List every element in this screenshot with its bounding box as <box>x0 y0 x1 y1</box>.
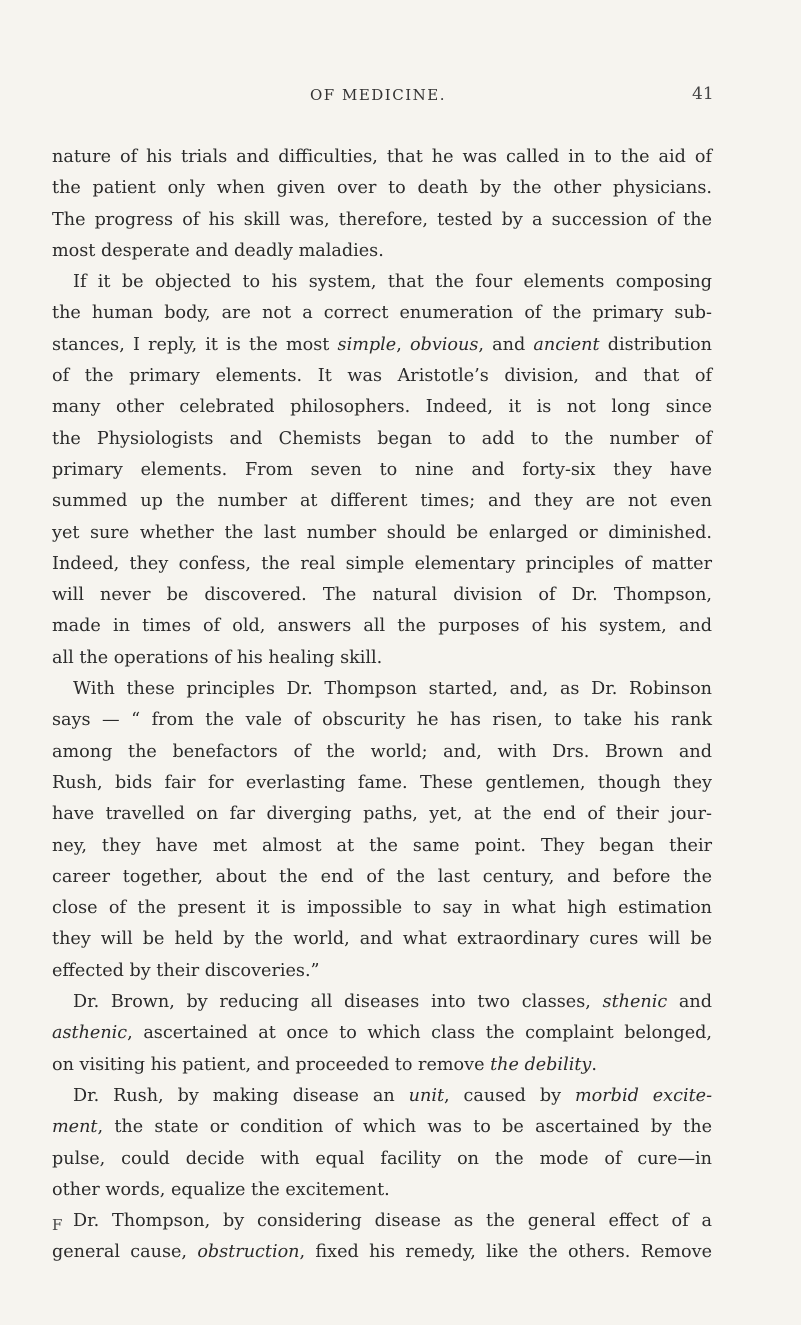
text-segment: Rush, bids fair for everlasting fame. These gentlemen, though they <box>52 772 712 793</box>
text-segment: Dr. Thompson, by considering disease as the general effect of a <box>73 1211 712 1232</box>
text-line <box>52 518 712 549</box>
text-line <box>52 674 712 705</box>
text-segment: , <box>396 334 410 355</box>
text-line <box>52 424 712 455</box>
text-segment: summed up the number at different times; and they are not even <box>52 491 712 512</box>
text-line <box>52 236 712 267</box>
text-segment: , ascertained at once to which class the complaint belonged, <box>127 1023 712 1044</box>
text-segment: , fixed his remedy, like the others. Remove <box>299 1242 712 1263</box>
text-segment: all the operations of his healing skill. <box>52 647 383 668</box>
text-segment: other words, equalize the excitement. <box>52 1179 390 1200</box>
text-segment: most desperate and deadly maladies. <box>52 240 384 261</box>
italic-text: asthenic <box>52 1023 128 1044</box>
text-segment: the Physiologists and Chemists began to add to the number of <box>52 428 712 449</box>
text-line <box>52 205 712 236</box>
text-line <box>52 893 712 924</box>
signature-mark: F <box>52 1216 63 1234</box>
text-line <box>52 455 712 486</box>
italic-text: simple <box>337 334 397 355</box>
text-line <box>52 862 712 893</box>
text-segment: will never be discovered. The natural division of Dr. Thompson, <box>52 585 712 606</box>
text-segment: ney, they have met almost at the same point. They began their <box>52 835 712 856</box>
text-segment: Dr. Brown, by reducing all diseases into two classes, <box>73 992 603 1013</box>
text-segment: among the benefactors of the world; and, with Drs. Brown and <box>52 741 712 762</box>
text-segment: nature of his trials and difficulties, that he was called in to the aid of <box>52 147 712 167</box>
running-head <box>0 86 801 110</box>
italic-text: obstruction <box>197 1242 300 1263</box>
text-segment: many other celebrated philosophers. Indeed, it is not long since <box>52 397 712 418</box>
text-segment: , caused by <box>444 1085 575 1106</box>
text-segment: effected by their discoveries.” <box>52 960 320 981</box>
text-segment: primary elements. From seven to nine and forty-six they have <box>52 459 712 480</box>
text-line <box>52 768 712 799</box>
text-segment: yet sure whether the last number should be enlarged or diminished. <box>52 522 712 543</box>
text-line <box>52 1175 712 1206</box>
text-segment: stances, I reply, it is the most <box>52 334 338 355</box>
text-line <box>52 831 712 862</box>
text-line <box>52 330 712 361</box>
text-line <box>52 267 712 298</box>
page-number: 41 <box>692 84 714 104</box>
text-line <box>52 737 712 768</box>
text-segment: of the primary elements. It was Aristotle’s division, and that of <box>52 366 712 387</box>
text-line <box>52 1018 712 1049</box>
italic-text: ancient <box>533 334 600 355</box>
text-line <box>52 549 712 580</box>
text-segment: made in times of old, answers all the purposes of his system, and <box>52 616 712 637</box>
text-line <box>52 142 712 173</box>
text-line <box>52 486 712 517</box>
text-segment: , the state or condition of which was to be ascertained by the <box>97 1117 712 1138</box>
italic-text: morbid excite- <box>575 1085 713 1106</box>
text-segment: on visiting his patient, and proceeded to remove <box>52 1054 491 1075</box>
text-segment: . <box>591 1054 597 1075</box>
text-line <box>52 924 712 955</box>
text-segment: distribution <box>599 334 712 355</box>
text-line <box>52 1206 712 1237</box>
text-line <box>52 1144 712 1175</box>
text-line <box>52 1050 712 1081</box>
text-segment: they will be held by the world, and what extraordinary cures will be <box>52 929 712 950</box>
text-segment: Dr. Rush, by making disease an <box>73 1085 409 1106</box>
text-line <box>52 173 712 204</box>
text-segment: career together, about the end of the last century, and before the <box>52 866 712 887</box>
text-line <box>52 392 712 423</box>
text-segment: If it be objected to his system, that the four elements composing <box>73 272 712 293</box>
text-line <box>52 987 712 1018</box>
text-segment: Indeed, they confess, the real simple elementary principles of matter <box>52 553 712 574</box>
text-segment: general cause, <box>52 1242 198 1263</box>
text-line <box>52 799 712 830</box>
italic-text: sthenic <box>602 992 668 1013</box>
text-line <box>52 1081 712 1112</box>
text-segment: With these principles Dr. Thompson started, and, as Dr. Robinson <box>73 679 712 700</box>
text-line <box>52 1237 712 1268</box>
text-segment: The progress of his skill was, therefore, tested by a succession of the <box>52 209 712 230</box>
text-segment: and <box>667 992 712 1013</box>
text-line <box>52 580 712 611</box>
italic-text: unit <box>408 1085 445 1106</box>
text-line <box>52 705 712 736</box>
text-line <box>52 298 712 329</box>
text-segment: says — “ from the vale of obscurity he has risen, to take his rank <box>52 710 712 731</box>
italic-text: obvious <box>409 334 479 355</box>
text-segment: close of the present it is impossible to say in what high estimation <box>52 898 712 919</box>
body-text <box>52 142 712 1269</box>
text-line <box>52 643 712 674</box>
text-segment: have travelled on far diverging paths, yet, at the end of their jour- <box>52 804 712 825</box>
text-line <box>52 956 712 987</box>
text-segment: , and <box>478 334 534 355</box>
text-line <box>52 1112 712 1143</box>
text-segment: the human body, are not a correct enumeration of the primary sub- <box>52 303 712 324</box>
italic-text: the debility <box>490 1054 592 1075</box>
text-line <box>52 361 712 392</box>
text-segment: the patient only when given over to death by the other physicians. <box>52 178 712 199</box>
text-segment: pulse, could decide with equal facility on the mode of cure—in <box>52 1148 712 1169</box>
running-title: OF MEDICINE. <box>310 86 446 104</box>
text-line <box>52 611 712 642</box>
italic-text: ment <box>52 1117 98 1138</box>
